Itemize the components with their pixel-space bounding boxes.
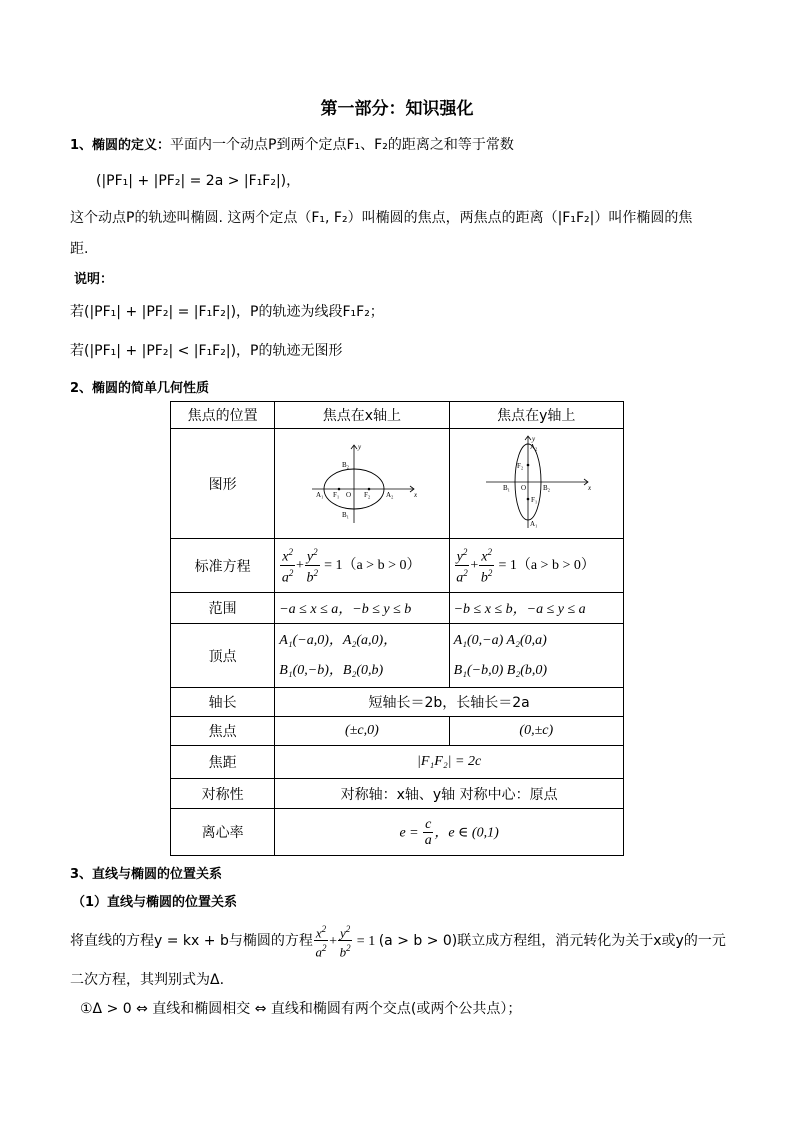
row-label: 轴长 [171,688,275,717]
focus-y: (0,±c) [449,717,623,746]
section3-subheading: （1）直线与椭圆的位置关系 [72,895,238,910]
vertex-x: A₁(−a,0)，A₂(a,0)， B₁(0,−b)，B₂(0,b) [275,624,449,688]
row-label: 顶点 [171,624,275,688]
section1-heading: 1、椭圆的定义： [70,138,171,153]
note-1: 若(|PF₁| + |PF₂| = |F₁F₂|)，P的轨迹为线段F₁F₂； [70,304,384,320]
table-row [171,809,624,856]
properties-table [170,401,624,856]
graph-y-cell [449,429,623,539]
row-label: 焦点 [171,717,275,746]
svg-text:x: x [413,490,418,499]
svg-text:x: x [588,483,592,492]
table-row [171,746,624,779]
table-row [171,593,624,624]
focus-x: (±c,0) [275,717,449,746]
section3-line2: 二次方程，其判别式为Δ. [70,972,225,988]
header-cell: 焦点在x轴上 [275,402,449,429]
table-row [171,539,624,593]
svg-text:B₁: B₁ [341,510,350,519]
ellipse-x-axis-figure [302,437,422,527]
table-row [171,717,624,746]
svg-text:F₁: F₁ [332,490,340,499]
row-label: 范围 [171,593,275,624]
row-label: 标准方程 [171,539,275,593]
section3-heading: 3、直线与椭圆的位置关系 [70,867,223,882]
definition-text-3: 距. [70,241,89,257]
definition-condition: (|PF₁| + |PF₂| = 2a > |F₁F₂|)， [96,173,301,189]
graph-x-cell [275,429,449,539]
equation-y: $\frac{y^2}{a^2}$ + $\frac{x^2}{b^2}$ = 1（a > b > 0） [449,539,623,593]
svg-text:B₂: B₂ [543,483,551,492]
svg-text:A₁: A₁ [315,490,324,499]
svg-text:A₂: A₂ [530,442,538,451]
header-cell: 焦点在y轴上 [449,402,623,429]
ellipse-y-axis-figure [476,432,596,532]
svg-text:O: O [521,483,527,492]
note-2: 若(|PF₁| + |PF₂| < |F₁F₂|)，P的轨迹无图形 [70,343,343,359]
row-label: 焦距 [171,746,275,779]
section3-line3: ①Δ > 0 ⇔ 直线和椭圆相交 ⇔ 直线和椭圆有两个交点(或两个公共点）； [80,1001,522,1017]
section3-line1: 将直线的方程y = kx + b与椭圆的方程 $\frac{x^2}{a^2}$ + $\frac{y^2}{b^2}$ = 1 (a > b > 0)联立成方程组，消元转化为关于x或y的一元 [70,924,726,960]
svg-text:B₂: B₂ [341,460,350,469]
table-row [171,779,624,809]
definition-text: 平面内一个动点P到两个定点F₁、F₂的距离之和等于常数 [170,137,514,153]
axis-length: 短轴长＝2b，长轴长＝2a [275,688,624,717]
svg-text:F₂: F₂ [363,490,371,499]
definition-text-2: 这个动点P的轨迹叫椭圆. 这两个定点（F₁, F₂）叫椭圆的焦点，两焦点的距离（|F₁F₂|）叫作椭圆的焦 [70,210,693,226]
svg-text:A₂: A₂ [385,490,394,499]
page-title: 第一部分：知识强化 [320,99,474,119]
svg-text:y: y [357,442,362,451]
row-label: 对称性 [171,779,275,809]
row-label: 图形 [171,429,275,539]
equation-x: $\frac{x^2}{a^2}$ + $\frac{y^2}{b^2}$ = 1（a > b > 0） [275,539,449,593]
note-label: 说明： [74,272,114,287]
svg-text:y: y [532,434,536,443]
eccentricity: e = $\frac{c}{a}$ ，e ∈ (0,1) [275,809,624,856]
svg-text:F₂: F₂ [517,461,524,470]
table-row [171,429,624,539]
svg-text:A₁: A₁ [530,519,538,528]
vertex-y: A₁(0,−a) A₂(0,a) B₁(−b,0) B₂(b,0) [449,624,623,688]
table-row [171,402,624,429]
focal-distance: |F₁F₂| = 2c [275,746,624,779]
section2-heading: 2、椭圆的简单几何性质 [70,381,210,396]
table-row [171,624,624,688]
range-y: −b ≤ x ≤ b，−a ≤ y ≤ a [449,593,623,624]
section1-line1 [70,134,514,154]
row-label: 离心率 [171,809,275,856]
svg-text:O: O [345,490,351,499]
symmetry: 对称轴：x轴、y轴 对称中心：原点 [275,779,624,809]
range-x: −a ≤ x ≤ a，−b ≤ y ≤ b [275,593,449,624]
svg-text:F₁: F₁ [531,495,538,504]
header-cell: 焦点的位置 [171,402,275,429]
svg-text:B₁: B₁ [503,483,511,492]
table-row [171,688,624,717]
